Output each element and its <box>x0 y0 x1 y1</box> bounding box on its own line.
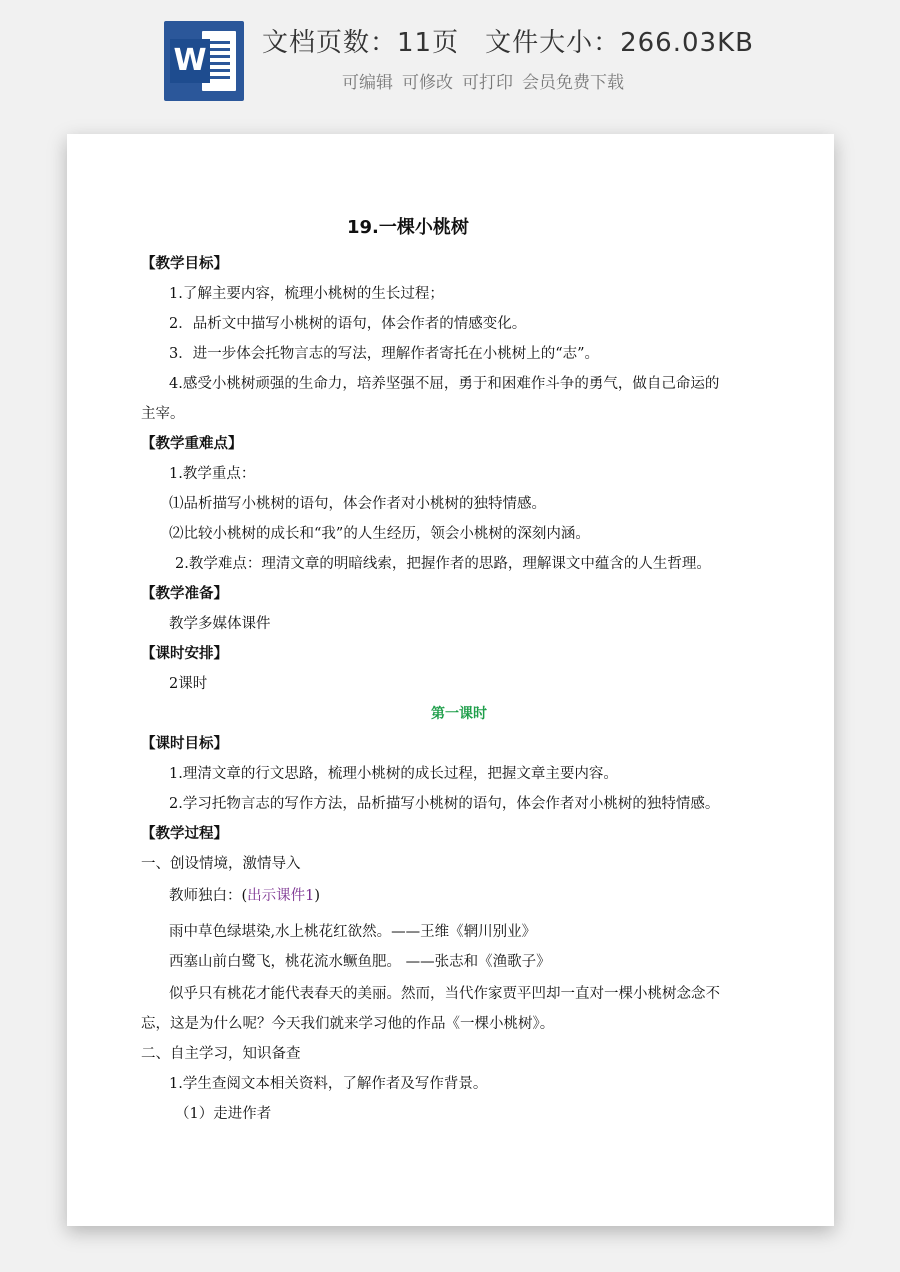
goal-item-2: 2．品析文中描写小桃树的语句，体会作者的情感变化。 <box>169 316 527 332</box>
step-two-item-1a: （1）走进作者 <box>175 1106 272 1122</box>
key-point-1a: ⑴品析描写小桃树的语句，体会作者对小桃树的独特情感。 <box>169 496 546 512</box>
goal-item-3: 3．进一步体会托物言志的写法，理解作者寄托在小桃树上的“志”。 <box>169 346 600 362</box>
section-heading-process: 【教学过程】 <box>141 825 228 842</box>
lesson-goal-2: 2.学习托物言志的写作方法，品析描写小桃树的语句，体会作者对小桃树的独特情感。 <box>169 796 720 812</box>
feature-modifiable: 可修改 <box>402 73 453 93</box>
key-point-2: 2.教学难点：理清文章的明暗线索，把握作者的思路，理解课文中蕴含的人生哲理。 <box>175 556 711 572</box>
file-size: 文件大小：266.03KB <box>485 28 754 58</box>
section-heading-goals: 【教学目标】 <box>141 255 228 272</box>
lesson-one-heading: 第一课时 <box>431 706 487 722</box>
teacher-monologue: 教师独白：(出示课件1) <box>169 888 321 904</box>
goal-item-1: 1.了解主要内容，梳理小桃树的生长过程； <box>169 286 444 302</box>
step-two-item-1: 1.学生查阅文本相关资料，了解作者及写作背景。 <box>169 1076 488 1092</box>
lesson-goal-1: 1.理清文章的行文思路，梳理小桃树的成长过程，把握文章主要内容。 <box>169 766 618 782</box>
goal-item-4-cont: 主宰。 <box>141 406 185 422</box>
section-heading-preparation: 【教学准备】 <box>141 585 228 602</box>
word-document-icon: W <box>164 21 244 101</box>
feature-list <box>342 68 633 93</box>
document-title: 19.一棵小桃树 <box>347 217 469 238</box>
poem-line-2: 西塞山前白鹭飞，桃花流水鳜鱼肥。 ——张志和《渔歌子》 <box>169 954 551 970</box>
goal-item-4: 4.感受小桃树顽强的生命力，培养坚强不屈，勇于和困难作斗争的勇气，做自己命运的 <box>169 376 720 392</box>
feature-printable: 可打印 <box>462 73 513 93</box>
section-heading-lesson-goals: 【课时目标】 <box>141 735 228 752</box>
key-point-1: 1.教学重点： <box>169 466 256 482</box>
step-two-heading: 二、自主学习，知识备查 <box>141 1046 301 1062</box>
preparation-text: 教学多媒体课件 <box>169 616 271 632</box>
feature-free-download: 会员免费下载 <box>522 73 624 93</box>
download-banner <box>0 0 900 120</box>
schedule-text: 2课时 <box>169 676 208 692</box>
section-heading-schedule: 【课时安排】 <box>141 645 228 662</box>
poem-line-1: 雨中草色绿堪染,水上桃花红欲然。——王维《辋川别业》 <box>169 924 537 940</box>
key-point-1b: ⑵比较小桃树的成长和“我”的人生经历，领会小桃树的深刻内涵。 <box>169 526 590 542</box>
file-info <box>262 22 780 59</box>
page-count: 文档页数：11页 <box>262 28 460 58</box>
courseware-link[interactable]: 出示课件1 <box>247 888 315 904</box>
document-page <box>67 134 834 1226</box>
section-heading-key-points: 【教学重难点】 <box>141 435 243 452</box>
feature-editable: 可编辑 <box>342 73 393 93</box>
step-one-heading: 一、创设情境，激情导入 <box>141 856 301 872</box>
intro-paragraph-cont: 忘，这是为什么呢？今天我们就来学习他的作品《一棵小桃树》。 <box>141 1016 555 1032</box>
intro-paragraph: 似乎只有桃花才能代表春天的美丽。然而，当代作家贾平凹却一直对一棵小桃树念念不 <box>169 986 720 1002</box>
